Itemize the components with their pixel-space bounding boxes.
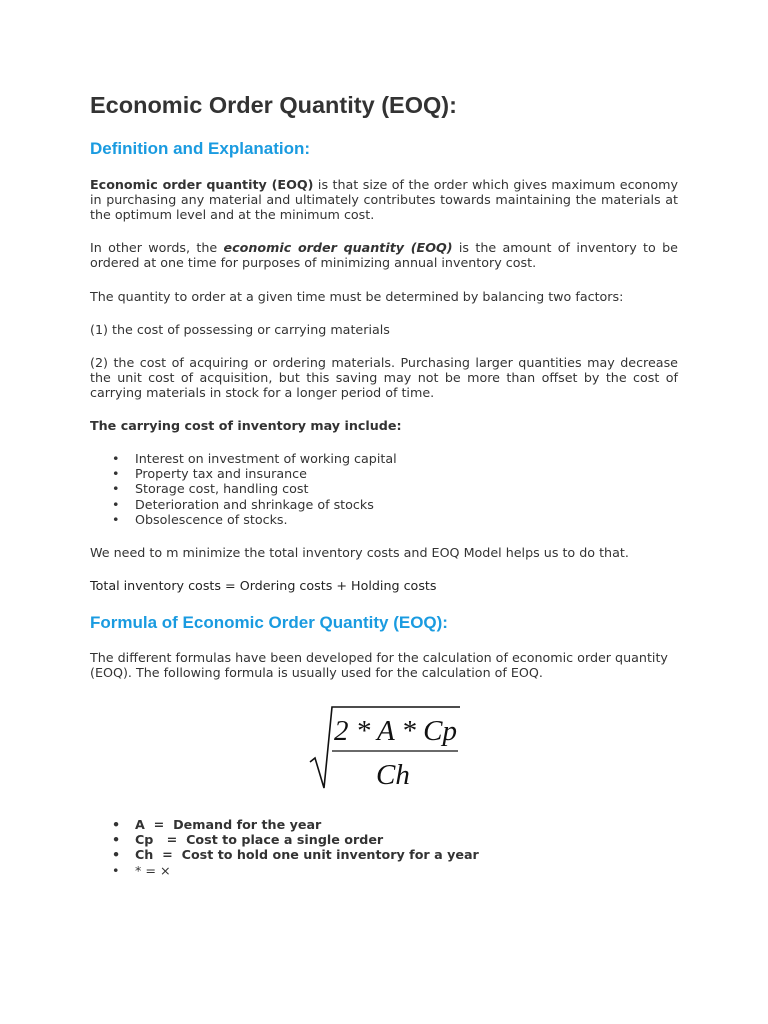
formula-denominator: Ch bbox=[376, 759, 410, 791]
list-item: • Deterioration and shrinkage of stocks bbox=[90, 497, 397, 512]
definition-heading: Definition and Explanation: bbox=[90, 139, 311, 158]
other-words-text: is the amount of inventory to be ordered at one time for purposes of minimizing annual inventory cost. bbox=[90, 240, 678, 271]
carrying-cost-list bbox=[90, 451, 397, 527]
minimize-paragraph: We need to m minimize the total inventory costs and EOQ Model helps us to do that. bbox=[90, 545, 629, 560]
balancing-paragraph: The quantity to order at a given time must be determined by balancing two factors: bbox=[90, 289, 624, 304]
carrying-cost-heading: The carrying cost of inventory may include: bbox=[90, 418, 402, 433]
eoq-formula bbox=[308, 704, 460, 792]
formula-heading: Formula of Economic Order Quantity (EOQ): bbox=[90, 613, 448, 632]
list-item: • Interest on investment of working capital bbox=[90, 451, 397, 466]
list-item: • A = Demand for the year bbox=[90, 817, 479, 832]
page-title: Economic Order Quantity (EOQ): bbox=[90, 92, 457, 118]
other-words-paragraph bbox=[90, 240, 678, 270]
total-cost-paragraph: Total inventory costs = Ordering costs + Holding costs bbox=[90, 578, 437, 593]
list-item: • Ch = Cost to hold one unit inventory for a year bbox=[90, 847, 479, 862]
definition-text: is that size of the order which gives maximum economy in purchasing any material and ultimately contributes towards maintaining the materials at the optimum level and at the minimum cost. bbox=[90, 177, 678, 223]
formula-legend-list bbox=[90, 817, 479, 878]
factor-one-paragraph: (1) the cost of possessing or carrying materials bbox=[90, 322, 390, 337]
list-item: • * = × bbox=[90, 863, 479, 878]
factor-two-paragraph: (2) the cost of acquiring or ordering materials. Purchasing larger quantities may decrease the unit cost of acquisition, but this saving may not be more than offset by the cost of carrying materials in stock for a longer period of time. bbox=[90, 355, 678, 401]
list-item: • Cp = Cost to place a single order bbox=[90, 832, 479, 847]
definition-paragraph bbox=[90, 177, 678, 223]
list-item: • Storage cost, handling cost bbox=[90, 481, 397, 496]
list-item: • Property tax and insurance bbox=[90, 466, 397, 481]
other-words-intro: In other words, the bbox=[90, 240, 224, 255]
eoq-term-italic: economic order quantity (EOQ) bbox=[223, 240, 453, 255]
eoq-term: Economic order quantity (EOQ) bbox=[90, 177, 314, 192]
formula-numerator: 2 * A * Cp bbox=[334, 715, 458, 747]
list-item: • Obsolescence of stocks. bbox=[90, 512, 397, 527]
formula-intro-paragraph: The different formulas have been developed for the calculation of economic order quantity (EOQ). The following formula is usually used for the calculation of EOQ. bbox=[90, 650, 668, 681]
